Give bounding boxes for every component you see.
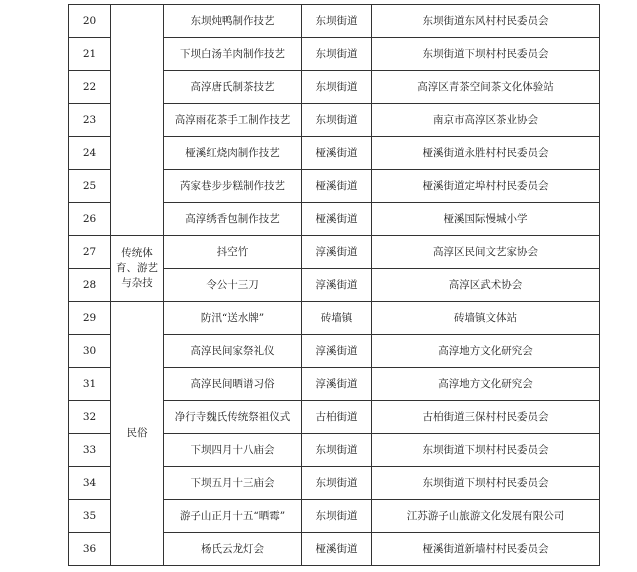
street-name: 桠溪街道: [302, 137, 372, 170]
street-name: 淳溪街道: [302, 335, 372, 368]
protection-unit: 桠溪街道新墙村村民委员会: [372, 533, 600, 566]
protection-unit: 东坝街道下坝村村民委员会: [372, 467, 600, 500]
item-number: 29: [69, 302, 111, 335]
project-name: 高淳民间晒谱习俗: [164, 368, 302, 401]
project-name: 高淳雨花茶手工制作技艺: [164, 104, 302, 137]
table-body: [69, 5, 600, 566]
street-name: 东坝街道: [302, 500, 372, 533]
protection-unit: 东坝街道东风村村民委员会: [372, 5, 600, 38]
item-number: 20: [69, 5, 111, 38]
protection-unit: 高淳地方文化研究会: [372, 335, 600, 368]
protection-unit: 东坝街道下坝村村民委员会: [372, 38, 600, 71]
item-number: 34: [69, 467, 111, 500]
street-name: 东坝街道: [302, 104, 372, 137]
project-name: 净行寺魏氏传统祭祖仪式: [164, 401, 302, 434]
protection-unit: 高淳区武术协会: [372, 269, 600, 302]
protection-unit: 高淳区青茶空间茶文化体验站: [372, 71, 600, 104]
project-name: 令公十三刀: [164, 269, 302, 302]
street-name: 桠溪街道: [302, 533, 372, 566]
project-name: 游子山正月十五“晒霉”: [164, 500, 302, 533]
table-row: [69, 236, 600, 269]
project-name: 高淳民间家祭礼仪: [164, 335, 302, 368]
project-name: 杨氏云龙灯会: [164, 533, 302, 566]
street-name: 桠溪街道: [302, 170, 372, 203]
project-name: 下坝白汤羊肉制作技艺: [164, 38, 302, 71]
item-number: 25: [69, 170, 111, 203]
item-number: 24: [69, 137, 111, 170]
protection-unit: 高淳地方文化研究会: [372, 368, 600, 401]
category-cell: 传统体育、游艺与杂技: [111, 236, 164, 302]
project-name: 桠溪红烧肉制作技艺: [164, 137, 302, 170]
table-row: [69, 5, 600, 38]
street-name: 古柏街道: [302, 401, 372, 434]
item-number: 26: [69, 203, 111, 236]
street-name: 东坝街道: [302, 5, 372, 38]
street-name: 东坝街道: [302, 434, 372, 467]
street-name: 东坝街道: [302, 38, 372, 71]
item-number: 32: [69, 401, 111, 434]
item-number: 22: [69, 71, 111, 104]
project-name: 下坝五月十三庙会: [164, 467, 302, 500]
protection-unit: 江苏游子山旅游文化发展有限公司: [372, 500, 600, 533]
street-name: 淳溪街道: [302, 269, 372, 302]
protection-unit: 南京市高淳区茶业协会: [372, 104, 600, 137]
item-number: 30: [69, 335, 111, 368]
street-name: 淳溪街道: [302, 368, 372, 401]
category-cell: [111, 5, 164, 236]
project-name: 高淳唐氏制茶技艺: [164, 71, 302, 104]
protection-unit: 桠溪街道永胜村村民委员会: [372, 137, 600, 170]
protection-unit: 高淳区民间文艺家协会: [372, 236, 600, 269]
item-number: 36: [69, 533, 111, 566]
item-number: 31: [69, 368, 111, 401]
protection-unit: 东坝街道下坝村村民委员会: [372, 434, 600, 467]
heritage-list-table: [68, 4, 600, 566]
street-name: 东坝街道: [302, 71, 372, 104]
item-number: 28: [69, 269, 111, 302]
table-row: [69, 302, 600, 335]
category-cell: 民俗: [111, 302, 164, 566]
project-name: 芮家巷步步糕制作技艺: [164, 170, 302, 203]
project-name: 高淳绣香包制作技艺: [164, 203, 302, 236]
protection-unit: 桠溪街道定埠村村民委员会: [372, 170, 600, 203]
item-number: 35: [69, 500, 111, 533]
project-name: 东坝炖鸭制作技艺: [164, 5, 302, 38]
project-name: 下坝四月十八庙会: [164, 434, 302, 467]
protection-unit: 砖墙镇文体站: [372, 302, 600, 335]
street-name: 东坝街道: [302, 467, 372, 500]
street-name: 砖墙镇: [302, 302, 372, 335]
item-number: 33: [69, 434, 111, 467]
street-name: 淳溪街道: [302, 236, 372, 269]
item-number: 23: [69, 104, 111, 137]
item-number: 27: [69, 236, 111, 269]
project-name: 防汛“送水牌”: [164, 302, 302, 335]
project-name: 抖空竹: [164, 236, 302, 269]
protection-unit: 古柏街道三保村村民委员会: [372, 401, 600, 434]
item-number: 21: [69, 38, 111, 71]
street-name: 桠溪街道: [302, 203, 372, 236]
protection-unit: 桠溪国际慢城小学: [372, 203, 600, 236]
